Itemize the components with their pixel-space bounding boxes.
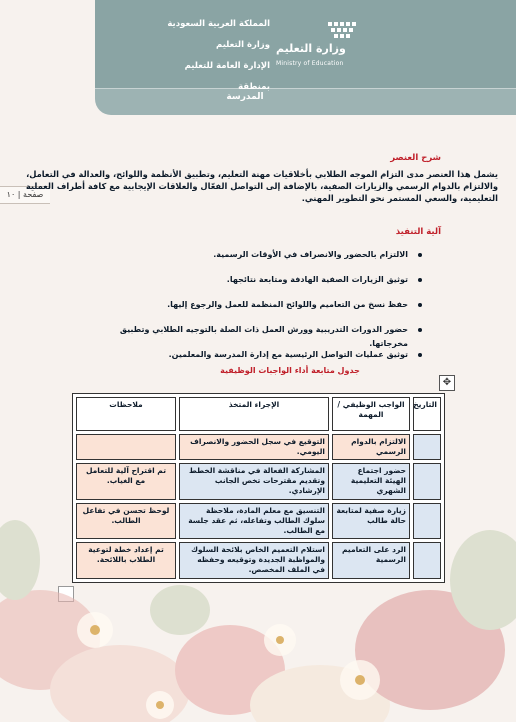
cell-action[interactable]: المشاركة الفعالة في مناقشة الخطط وتقديم مقترحات تخص الجانب الإرشادي. bbox=[179, 463, 329, 500]
table-row bbox=[76, 463, 441, 500]
page-number: صفحة | ١٠ bbox=[0, 186, 50, 204]
list-item: توثيق عمليات التواصل الرئيسية مع إدارة المدرسة والمعلمين. bbox=[100, 348, 422, 373]
logo-english-text: Ministry of Education bbox=[276, 60, 344, 67]
table-move-handle-icon[interactable]: ✥ bbox=[439, 375, 455, 391]
header-duty: الواجب الوظيفي / المهمة bbox=[332, 397, 410, 431]
cell-date[interactable] bbox=[413, 463, 441, 500]
header-text bbox=[150, 14, 270, 98]
header-notes: ملاحظات bbox=[76, 397, 176, 431]
section-heading: شرح العنصر bbox=[390, 153, 441, 163]
list-item: توثيق الزيارات الصفية الهادفة ومتابعة نتائجها. bbox=[100, 273, 422, 298]
section-description: يشمل هذا العنصر مدى التزام الموجه الطلابي بأخلاقيات مهنة التعليم، وتطبيق الأنظمة واللوائح، والعدالة في التعامل، والالتزام بالدوام الرسمي والزيارات الصفية، بالإضافة إلى التواصل الفعّال والعلاقات الإيجابية مع كافة أطراف العملية التعليمية، والسعي المستمر نحو التطوير المهني. bbox=[25, 169, 498, 203]
cell-notes[interactable]: تم إعداد خطة لتوعية الطلاب باللائحة. bbox=[76, 542, 176, 579]
cell-action[interactable]: التوقيع في سجل الحضور والانصراف اليومي. bbox=[179, 434, 329, 460]
cell-notes[interactable]: تم اقتراح آلية للتعامل مع الغياب. bbox=[76, 463, 176, 500]
kingdom-label: المملكة العربية السعودية bbox=[167, 19, 270, 29]
cell-action[interactable]: التنسيق مع معلم المادة، ملاحظة سلوك الطالب وتفاعله، ثم عقد جلسة مع الطالب. bbox=[179, 503, 329, 540]
cell-notes[interactable] bbox=[76, 434, 176, 460]
cell-date[interactable] bbox=[413, 434, 441, 460]
cell-duty[interactable]: حضور اجتماع الهيئة التعليمية الشهري bbox=[332, 463, 410, 500]
list-item: حضور الدورات التدريبية وورش العمل ذات الصلة بالتوجيه الطلابي وتطبيق مخرجاتها. bbox=[100, 323, 422, 348]
list-item: الالتزام بالحضور والانصراف في الأوقات الرسمية. bbox=[100, 248, 422, 273]
cell-duty[interactable]: الالتزام بالدوام الرسمي bbox=[332, 434, 410, 460]
cell-action[interactable]: استلام التعميم الخاص بلائحة السلوك والمواظبة الجديدة وتوقيعه وحفظه في الملف المخصص. bbox=[179, 542, 329, 579]
administration-label: الإدارة العامة للتعليم بمنطقة bbox=[184, 61, 270, 92]
ministry-label: وزارة التعليم bbox=[216, 40, 270, 50]
floral-decoration-icon bbox=[0, 520, 516, 722]
mechanism-list bbox=[100, 248, 422, 373]
header-date: التاريخ bbox=[413, 397, 441, 431]
school-label: المدرسة bbox=[226, 92, 264, 102]
list-item: حفظ نسخ من التعاميم واللوائح المنظمة للعمل والرجوع إليها. bbox=[100, 298, 422, 323]
cell-duty[interactable]: الرد على التعاميم الرسمية bbox=[332, 542, 410, 579]
logo-arabic-text: وزارة التعليم bbox=[276, 42, 346, 55]
header-action: الإجراء المتخذ bbox=[179, 397, 329, 431]
cell-duty[interactable]: زيارة صفية لمتابعة حالة طالب bbox=[332, 503, 410, 540]
table-title: جدول متابعة أداء الواجبات الوظيفية bbox=[220, 366, 360, 375]
cell-notes[interactable]: لوحظ تحسن في تفاعل الطالب. bbox=[76, 503, 176, 540]
table-row bbox=[76, 434, 441, 460]
mechanism-heading: آلية التنفيذ bbox=[395, 227, 441, 237]
